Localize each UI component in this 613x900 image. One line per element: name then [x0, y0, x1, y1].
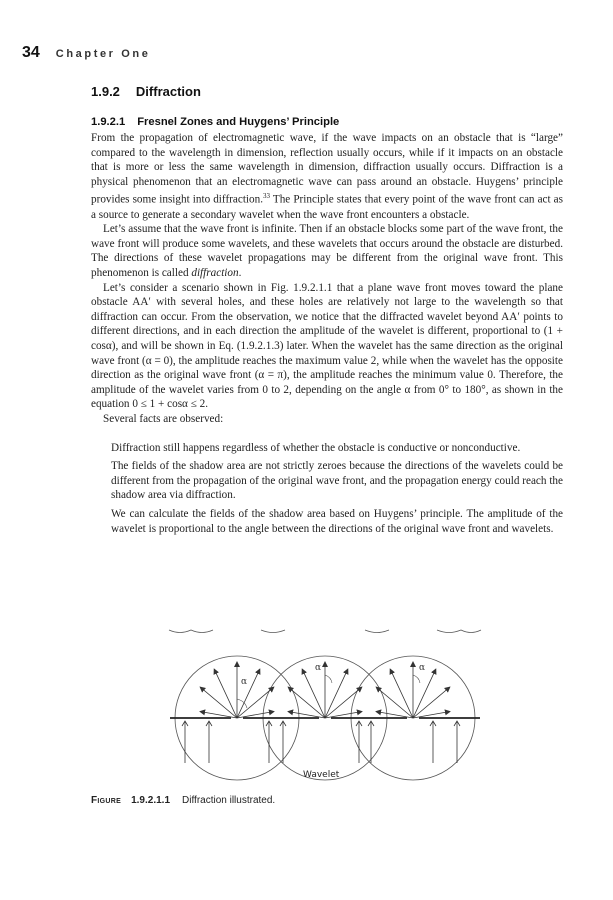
diffraction-figure: [165, 623, 485, 783]
alpha-label: α: [419, 663, 426, 673]
wavefront-arc: [169, 630, 213, 633]
subsection-number: 1.9.2.1: [91, 116, 126, 128]
wavelet-ray: [200, 687, 237, 718]
wavelet-ray: [237, 712, 274, 719]
wavefront-arc: [365, 630, 389, 633]
caption-number: 1.9.2.1.1: [131, 795, 170, 806]
wavelet-ray: [288, 712, 325, 719]
wavelet-ray: [200, 712, 237, 719]
subsection-heading: [91, 116, 339, 128]
page-number: 34: [22, 44, 40, 61]
wavelet-ray: [413, 687, 450, 718]
caption-text: Diffraction illustrated.: [182, 795, 276, 806]
wavelet-ray: [325, 712, 362, 719]
angle-arc: [413, 675, 420, 683]
wavelet-ray: [288, 687, 325, 718]
fact-list: [91, 441, 563, 537]
wavelet-ray: [390, 669, 413, 718]
angle-arc: [325, 675, 332, 683]
wavelet-ray: [376, 687, 413, 718]
paragraph: Let’s assume that the wave front is infinite. Then if an obstacle blocks some part of the wave front, the wave front will produce some wavelets, and these wavelets that occurs around the obstacle are disturbed. The directions of these wavelet propagations may be different from the original wave front. This phenomenon is called diffraction.: [91, 223, 563, 280]
caption-label: Figure: [91, 795, 122, 806]
paragraph: Let’s consider a scenario shown in Fig. 1.9.2.1.1 that a plane wave front moves toward the plane obstacle AA′ with several holes, and these holes are relatively not large to the wavelength so that diffraction can occur. From the observation, we notice that the diffracted wavelet beyond AA′ points to different directions, and in each direction the amplitude of the wavelet is different, proportional to (1 + cosα), and will be shown in Eq. (1.9.2.1.3) later. When the wavelet has the same direction as the original wave front (α = 0), the amplitude reaches the maximum value 2, while when the wavelet has the opposite direction as the original wave front (α = π), the amplitude reaches the minimum value 0. Therefore, the amplitude of the wavelet varies from 0 to 2, depending on the angle α from 0° to 180°, as shown in the equation 0 ≤ 1 + cosα ≤ 2.: [91, 281, 563, 411]
wavelet-ray: [413, 712, 450, 719]
wavelet-ray: [237, 687, 274, 718]
wavelet-ray: [325, 687, 362, 718]
incident-wave-arrows: [182, 721, 460, 763]
wavefront-arc: [261, 630, 285, 633]
wavelet-label: Wavelet: [303, 770, 340, 780]
wavelet-ray: [214, 669, 237, 718]
wavelet-rays: [200, 662, 450, 718]
diffraction-diagram: [165, 623, 485, 783]
paragraph: From the propagation of electromagnetic wave, if the wave impacts on an obstacle that is “large” compared to the wavelength in dimension, reflection usually occurs, while if it impacts on an obstacle that is more or less the same wavelength in dimension, diffraction usually occurs. Diffraction is a physical phenomenon that an electromagnetic wave can pass around an obstacle. Huygens’ principle provides some insight into diffraction.$^{33}$ The Principle states that every point of the wave front can act as a source to generate a secondary wavelet when the wave front encounters a obstacle.: [91, 132, 563, 221]
subsection-title: Fresnel Zones and Huygens’ Principle: [137, 116, 340, 128]
list-item: Diffraction still happens regardless of whether the obstacle is conductive or nonconductive.: [111, 441, 521, 454]
section-heading: [91, 84, 201, 99]
section-number: 1.9.2: [91, 84, 120, 99]
alpha-label: α: [241, 677, 248, 687]
list-item: The fields of the shadow area are not strictly zeroes because the directions of the wavelets could be different from the propagation of the original wave front, and the propagation energy could reach the shadow area via diffraction.: [111, 460, 563, 502]
term-diffraction: diffraction: [191, 267, 239, 280]
wavelet-ray: [302, 669, 325, 718]
chapter-label: Chapter One: [55, 48, 151, 60]
footnote-ref[interactable]: 33: [263, 192, 271, 201]
running-head: [22, 44, 150, 62]
list-item: We can calculate the fields of the shadow area based on Huygens’ principle. The amplitude of the wavelet is proportional to the angle between the directions of the original wave front and wavelets.: [111, 507, 563, 535]
figure-caption: [91, 795, 275, 806]
body-text: [91, 131, 563, 540]
alpha-label: α: [315, 663, 322, 673]
section-title: Diffraction: [135, 84, 201, 99]
wavefront-arc: [437, 630, 481, 633]
paragraph: Several facts are observed:: [103, 413, 224, 426]
wavelet-ray: [376, 712, 413, 719]
